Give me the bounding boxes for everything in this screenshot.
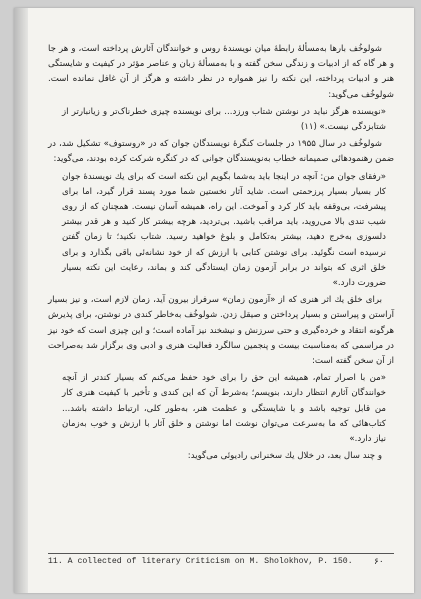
quote-haste [48,105,394,135]
quote-slow-writing: «من با اصرار تمام، همیشه این حق را برای خود حفظ می‌کنم که بسیار کندتر از آنچه خوانندگان آثارم انتظار دارند، بنویسم؛ به‌شرط آن که این کندی و تأخیر با کیفیت هنری کار من قابل توجیه باشد و با شایستگی و عظمت هنر، به‌طور کلی، ارتباط داشته باشد... کتاب‌هائی که ما به‌سرعت می‌توان نوشت اما نوشتن و خلق آثار با ارزش و خوب به‌زمان نیاز دارد.» [62,373,386,445]
paragraph-radio: و چند سال بعد، در خلال یك سخنرانی رادیوئی می‌گوید: [187,451,382,462]
book-page [14,8,414,593]
footnote-divider [48,553,394,554]
page-body [48,42,394,464]
footnote-marker: (۱۱) [300,122,317,133]
paragraph-congress: شولوخُف در سال ۱۹۵۵ در جلسات کنگرهٔ نویسندگان جوان که در «روستوف» تشکیل شد، در ضمن رهنمودهائی صمیمانه خطاب به‌نویسندگان جوانی که در کنگره شرکت کرده بودند، می‌گوید: [48,139,394,165]
page-number: ۶۰ [374,557,384,567]
page-binding-shadow [14,8,28,593]
footnote-text: 11. A collected of literary Criticism on M. Sholokhov, P. 150. [48,557,353,566]
paragraph-time-test: برای خلق یك اثر هنری که از «آزمون زمان» سرفراز بیرون آید، زمان لازم است، و نیز بسیار آراستن و پیراستن و بسیار پرداختن و صیقل زدن. شولوخُف به‌خاطر کندی در نوشتن، برای پذیرش هرگونه انتقاد و خرده‌گیری و حتی سرزنش و نیشخند نیز آماده است؛ و این چیزی است که خود نیز در مراسمی که به‌مناسبت بیست و پنجمین سالگرد فعالیت هنری و ادبی وی برگزار شد به‌صراحت از آن سخن گفته است: [48,295,394,367]
quote-haste-text: «نویسنده هرگز نباید در نوشتن شتاب ورزد... برای نویسنده چیزی خطرناک‌تر و زیانبارتر از شتابزدگی نیست.» [62,106,386,133]
paragraph-intro: شولوخُف بارها به‌مسألهٔ رابطهٔ میان نویسندهٔ روس و خوانندگان آثارش پرداخته است، و هر جا و هر گاه که از ادبیات و زندگی سخن گفته و با به‌مسألهٔ زبان و عناصر مؤثر در کیفیت و شایستگی هنر و ادبیات پرداخته، این نکته را نیز همواره در نظر داشته و هرگز از آن غافل نمانده است. شولوخُف می‌گوید: [48,44,394,100]
quote-young-writers: «رفقای جوان من: آنچه در اینجا باید به‌شما بگویم این نکته است که برای یك نویسندهٔ جوان کار بسیار بسیار پرزحمتی است. شاید آثار نخستین شما مورد پسند قرار گیرد، اما برای پیشرفت، بی‌وقفه باید کار کرد و آموخت. این راه، همیشه آسان نیست. همچنان که از روی شیب تندی بالا می‌روید، باید مراقب باشید. بی‌تردید، هرچه بیشتر کار کنید و هر قدر بیشتر دلسوزی به‌خرج دهید، بیشتر به‌تکامل و بلوغ خواهید رسید. شتاب نکنید؛ تا زمان گفتن نرسیده است نگوئید. برای نوشتن کتابی با ارزش که از خود نشانه‌ئی باقی بگذارد و برای خلق اثری که بتواند در برابر آزمون زمان ایستادگی کند و بماند، رعایت این نکته بسیار ضرورت دارد.» [62,171,386,289]
